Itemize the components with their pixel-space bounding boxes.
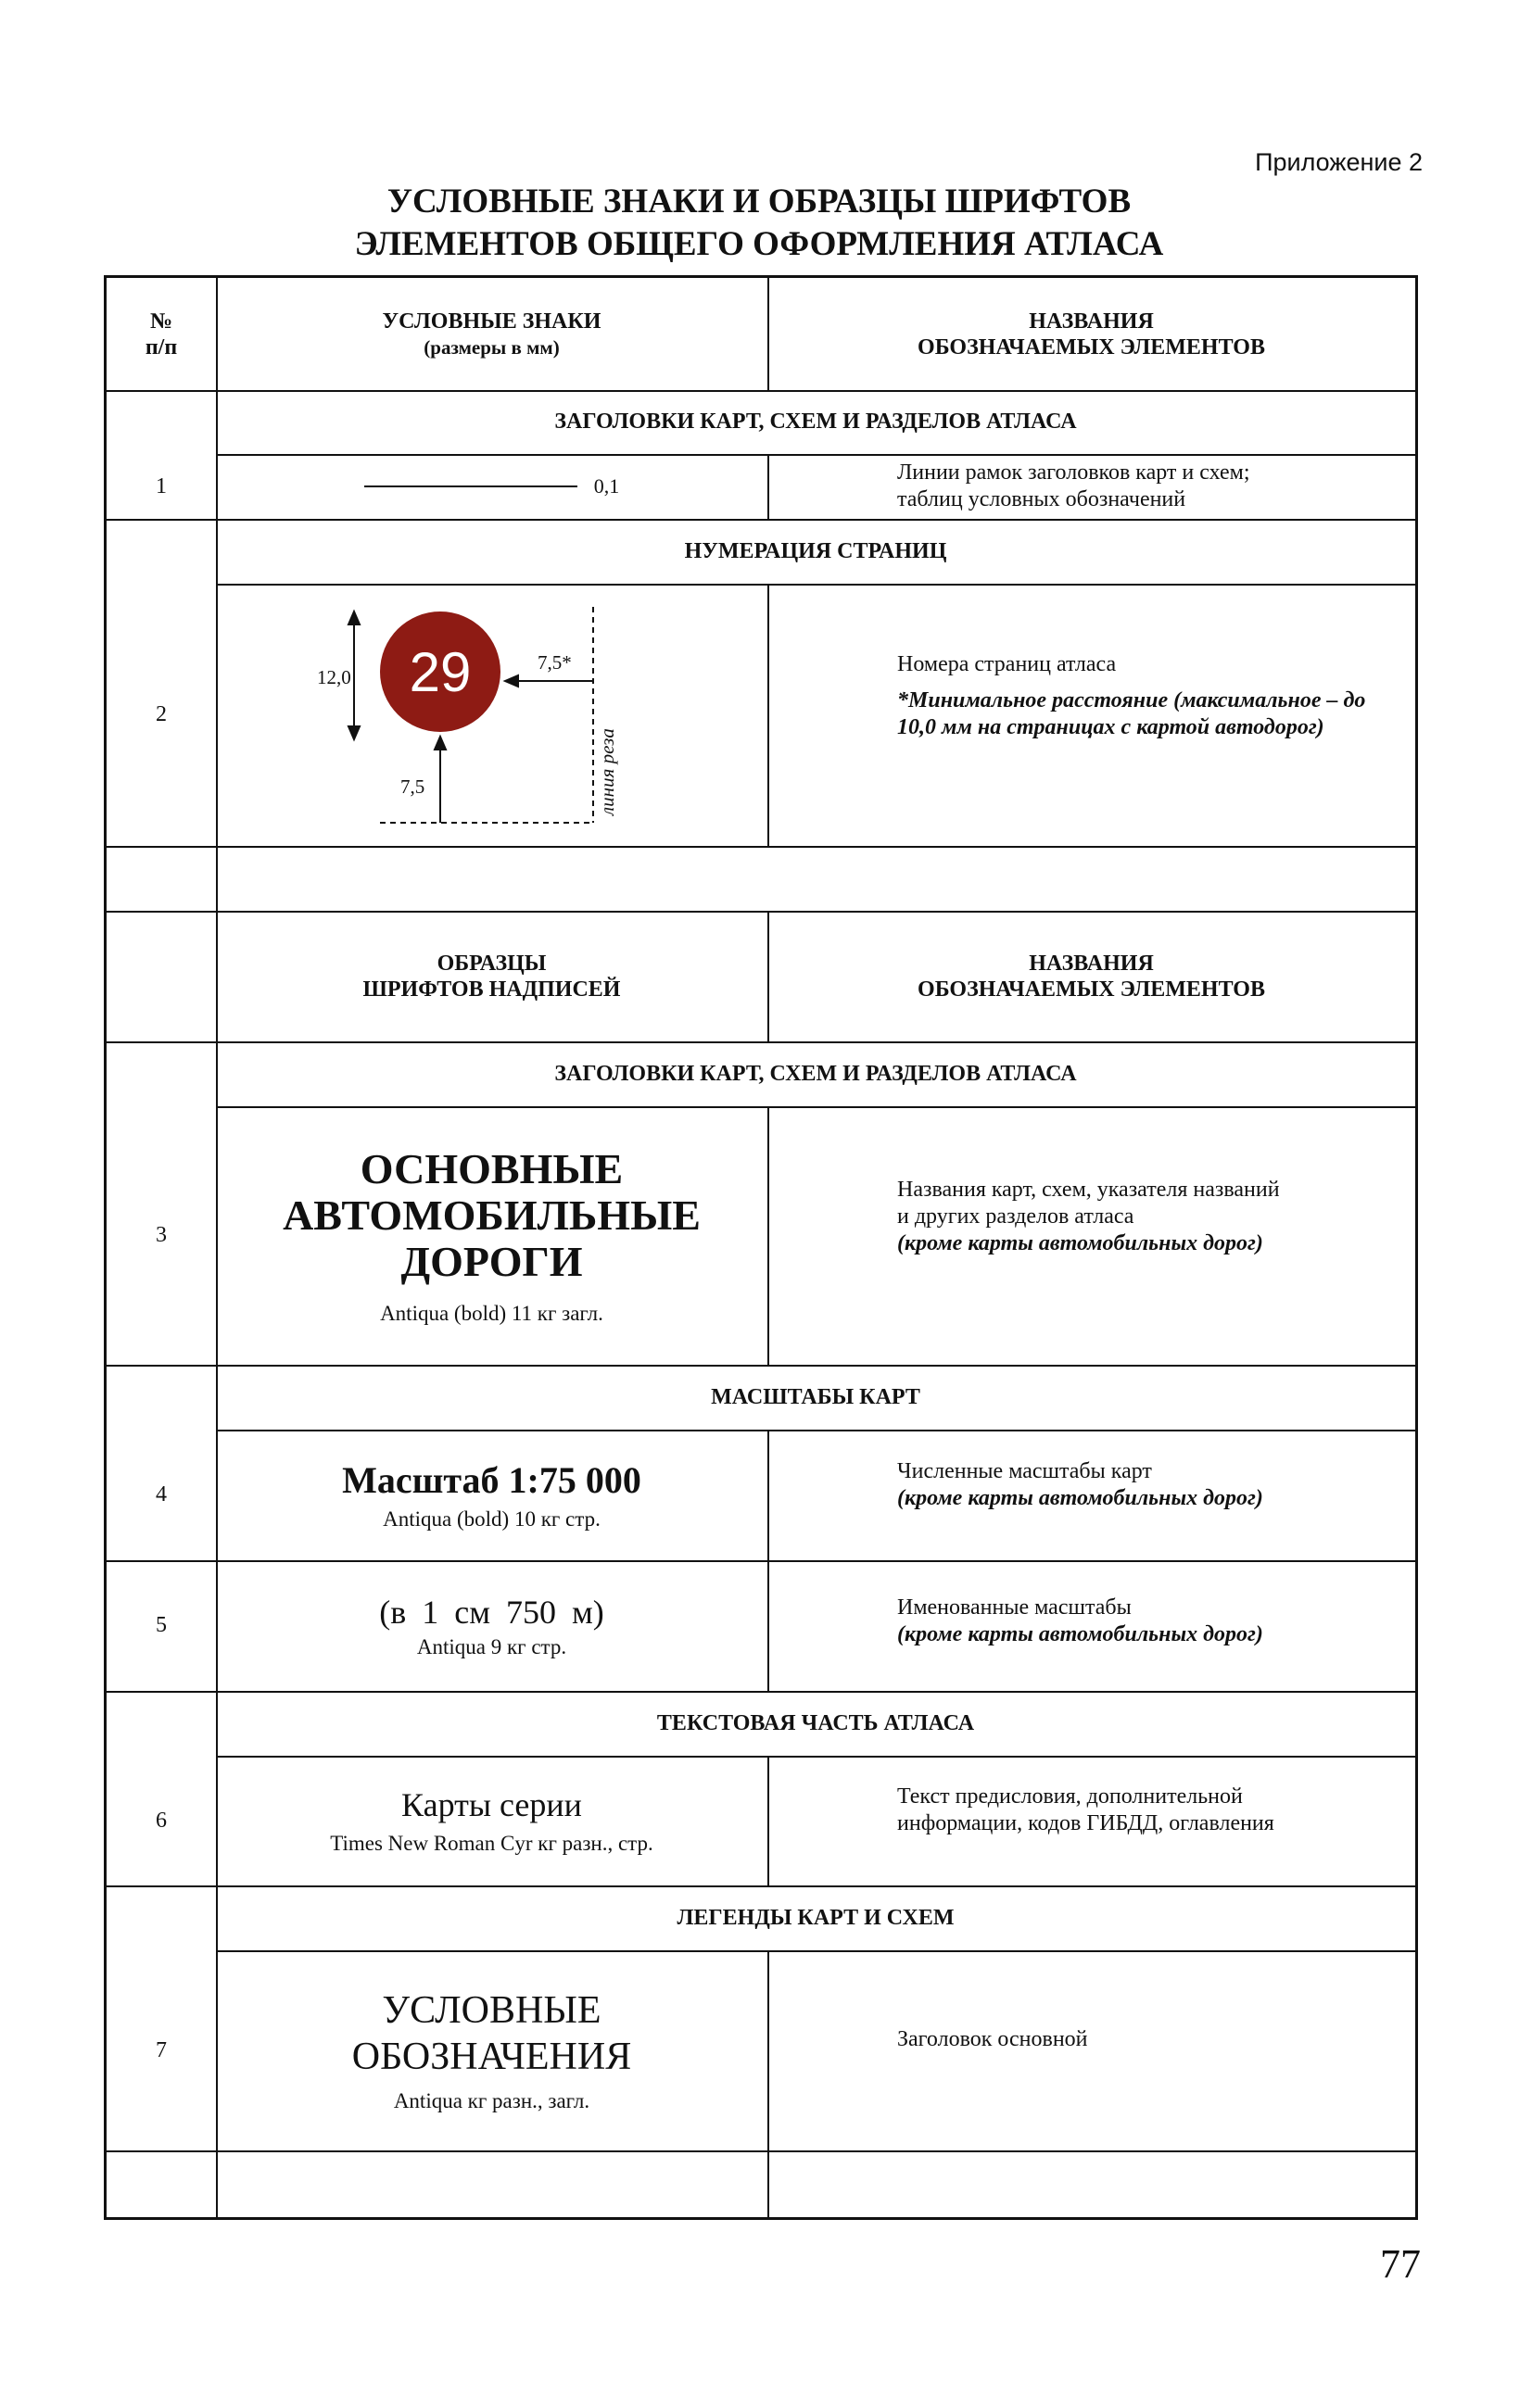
title-line-1: УСЛОВНЫЕ ЗНАКИ И ОБРАЗЦЫ ШРИФТОВ xyxy=(386,183,1132,221)
cut-line-label: линия реза xyxy=(596,728,618,815)
sample-line: ДОРОГИ xyxy=(400,1237,583,1285)
arrow-left-icon xyxy=(505,675,518,687)
header-names-line-2: ОБОЗНАЧАЕМЫХ ЭЛЕМЕНТОВ xyxy=(918,334,1265,359)
section-heading: МАСШТАБЫ КАРТ xyxy=(711,1384,920,1409)
line-sample-label: 0,1 xyxy=(593,474,620,498)
desc-line: таблиц условных обозначений xyxy=(897,487,1186,511)
header-num-line-1: № xyxy=(149,309,173,334)
font-caption: Times New Roman Cyr кг разн., стр. xyxy=(330,1832,653,1855)
arrow-up-icon xyxy=(348,611,360,624)
row-number: 2 xyxy=(156,702,167,726)
row-number: 6 xyxy=(156,1808,167,1833)
desc-line: Текст предисловия, дополнительной xyxy=(897,1784,1243,1809)
sample-line: АВТОМОБИЛЬНЫЕ xyxy=(283,1191,701,1239)
row-number: 4 xyxy=(156,1482,167,1507)
header-samples-line-2: ШРИФТОВ НАДПИСЕЙ xyxy=(362,977,621,1002)
sample-line: ОБОЗНАЧЕНИЯ xyxy=(351,2036,632,2078)
header-signs-line-2: (размеры в мм) xyxy=(424,335,560,359)
header-names-2-line-1: НАЗВАНИЯ xyxy=(1029,951,1154,976)
row-number: 1 xyxy=(156,473,167,498)
row-number: 3 xyxy=(156,1223,167,1247)
desc-line: Заголовок основной xyxy=(897,2026,1088,2051)
section-heading: ЛЕГЕНДЫ КАРТ И СХЕМ xyxy=(677,1905,955,1930)
appendix-label: Приложение 2 xyxy=(1255,148,1423,176)
arrow-down-icon xyxy=(348,726,360,739)
font-caption: Antiqua (bold) 10 кг стр. xyxy=(383,1507,601,1531)
section-heading: НУМЕРАЦИЯ СТРАНИЦ xyxy=(684,538,947,563)
section-heading: ЗАГОЛОВКИ КАРТ, СХЕМ И РАЗДЕЛОВ АТЛАСА xyxy=(554,410,1077,434)
page-number-badge: 29 xyxy=(380,611,500,732)
desc-line: Названия карт, схем, указателя названий xyxy=(897,1178,1280,1202)
desc-line: Именованные масштабы xyxy=(897,1595,1132,1620)
section-heading: ТЕКСТОВАЯ ЧАСТЬ АТЛАСА xyxy=(656,1710,975,1735)
font-caption: Antiqua (bold) 11 кг загл. xyxy=(380,1301,603,1325)
arrow-up-icon xyxy=(435,737,446,750)
row-number: 7 xyxy=(156,2037,167,2062)
desc-note: (кроме карты автомобильных дорог) xyxy=(897,1485,1263,1510)
header-num-line-2: п/п xyxy=(145,334,178,359)
row-number: 5 xyxy=(156,1613,167,1637)
desc-note: (кроме карты автомобильных дорог) xyxy=(897,1621,1263,1646)
sample-line: (в 1 см 750 м) xyxy=(379,1593,604,1631)
font-caption: Antiqua кг разн., загл. xyxy=(393,2089,590,2112)
desc-line: Номера страниц атласа xyxy=(897,652,1117,676)
right-dimension-label: 7,5* xyxy=(538,651,572,674)
desc-line: и других разделов атласа xyxy=(897,1204,1134,1229)
font-caption: Antiqua 9 кг стр. xyxy=(416,1634,567,1658)
sample-line: УСЛОВНЫЕ xyxy=(382,1989,601,2032)
desc-note: (кроме карты автомобильных дорог) xyxy=(897,1231,1263,1255)
desc-line: информации, кодов ГИБДД, оглавления xyxy=(897,1811,1274,1835)
page-number: 77 xyxy=(1380,2241,1421,2287)
header-names-line-1: НАЗВАНИЯ xyxy=(1029,309,1154,334)
sample-line: ОСНОВНЫЕ xyxy=(360,1144,624,1192)
bottom-dimension-label: 7,5 xyxy=(400,775,425,798)
desc-note: *Минимальное расстояние (максимальное – до 10,0 мм на страницах с картой автодорог) xyxy=(897,688,1366,739)
title-line-2: ЭЛЕМЕНТОВ ОБЩЕГО ОФОРМЛЕНИЯ АТЛАСА xyxy=(354,225,1164,263)
header-signs-line-1: УСЛОВНЫЕ ЗНАКИ xyxy=(382,309,601,334)
desc-line: Численные масштабы карт xyxy=(897,1458,1152,1483)
sample-line: Карты серии xyxy=(401,1786,582,1823)
section-heading: ЗАГОЛОВКИ КАРТ, СХЕМ И РАЗДЕЛОВ АТЛАСА xyxy=(554,1061,1077,1086)
header-samples-line-1: ОБРАЗЦЫ xyxy=(437,951,547,976)
header-names-2-line-2: ОБОЗНАЧАЕМЫХ ЭЛЕМЕНТОВ xyxy=(918,977,1265,1002)
height-dimension-label: 12,0 xyxy=(317,666,351,688)
sample-line: Масштаб 1:75 000 xyxy=(342,1459,641,1501)
desc-line: Линии рамок заголовков карт и схем; xyxy=(897,460,1250,485)
